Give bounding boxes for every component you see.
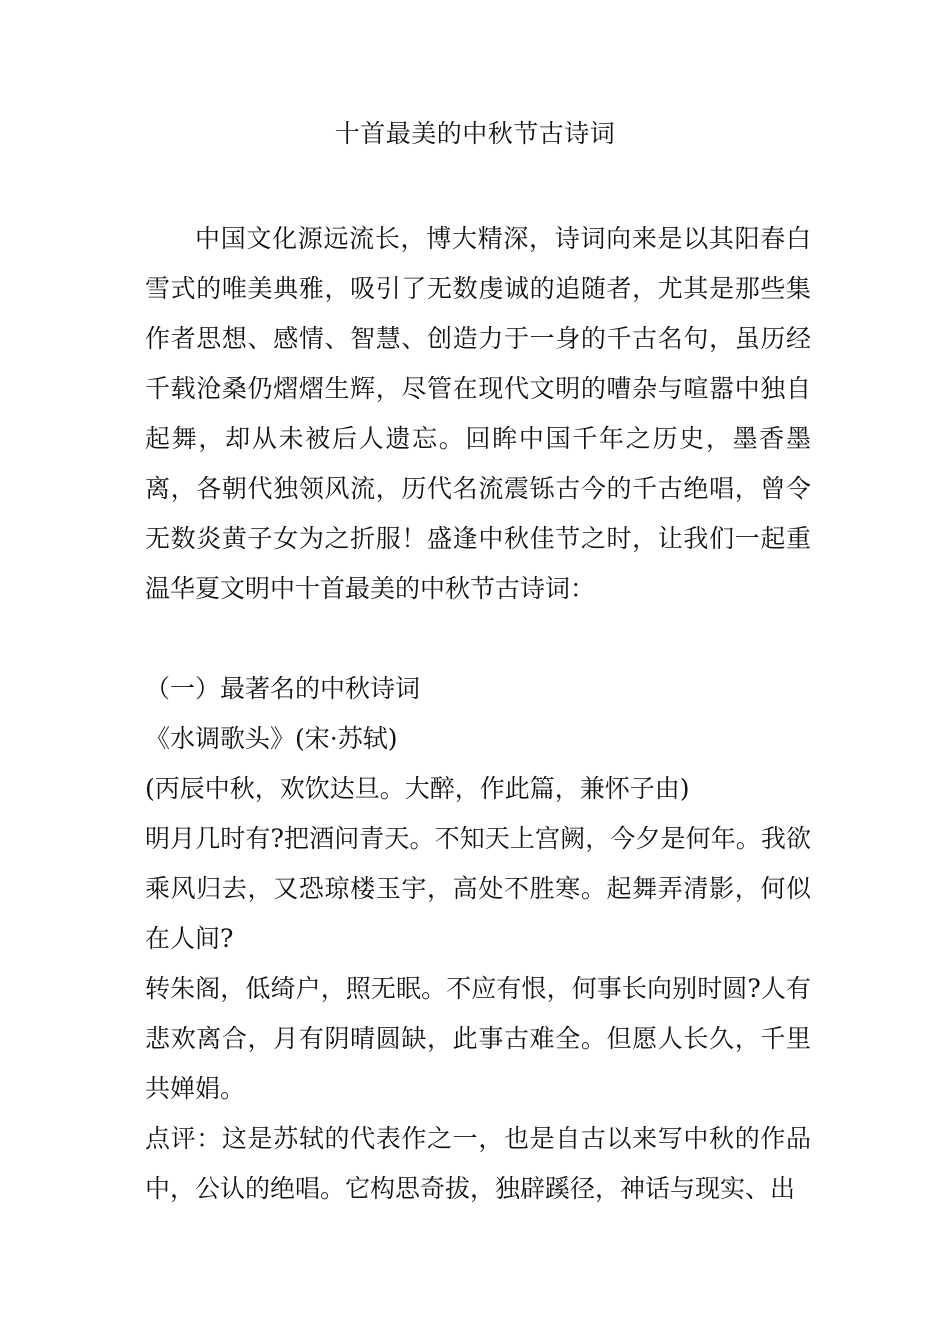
poem-commentary: 点评：这是苏轼的代表作之一，也是自古以来写中秋的作品中，公认的绝唱。它构思奇拔，独辟蹊径，神话与现实、出 [145, 1124, 811, 1203]
poem-stanza-2: 转朱阁，低绮户，照无眠。不应有恨，何事长向别时圆?人有悲欢离合，月有阴晴圆缺，此事古难全。但愿人长久，千里共婵娟。 [145, 974, 811, 1103]
document-title: 十首最美的中秋节古诗词 [334, 119, 616, 148]
poem-stanza-1: 明月几时有?把酒问青天。不知天上宫阙，今夕是何年。我欲乘风归去，又恐琼楼玉宇，高处不胜寒。起舞弄清影，何似在人间? [145, 824, 811, 953]
poem-title: 《水调歌头》(宋·苏轼) [145, 724, 398, 753]
intro-paragraph: 中国文化源远流长，博大精深，诗词向来是以其阳春白雪式的唯美典雅，吸引了无数虔诚的追随者，尤其是那些集作者思想、感情、智慧、创造力于一身的千古名句，虽历经千载沧桑仍熠熠生辉，尽管在现代文明的嘈杂与喧嚣中独自起舞，却从未被后人遗忘。回眸中国千年之历史，墨香墨离，各朝代独领风流，历代名流震铄古今的千古绝唱，曾令无数炎黄子女为之折服！盛逢中秋佳节之时，让我们一起重温华夏文明中十首最美的中秋节古诗词： [145, 224, 811, 603]
poem-preface: (丙辰中秋，欢饮达旦。大醉，作此篇，兼怀子由) [145, 774, 690, 803]
paragraph-gap [145, 614, 811, 664]
section-heading: （一）最著名的中秋诗词 [145, 674, 421, 703]
document-body [145, 214, 811, 1214]
